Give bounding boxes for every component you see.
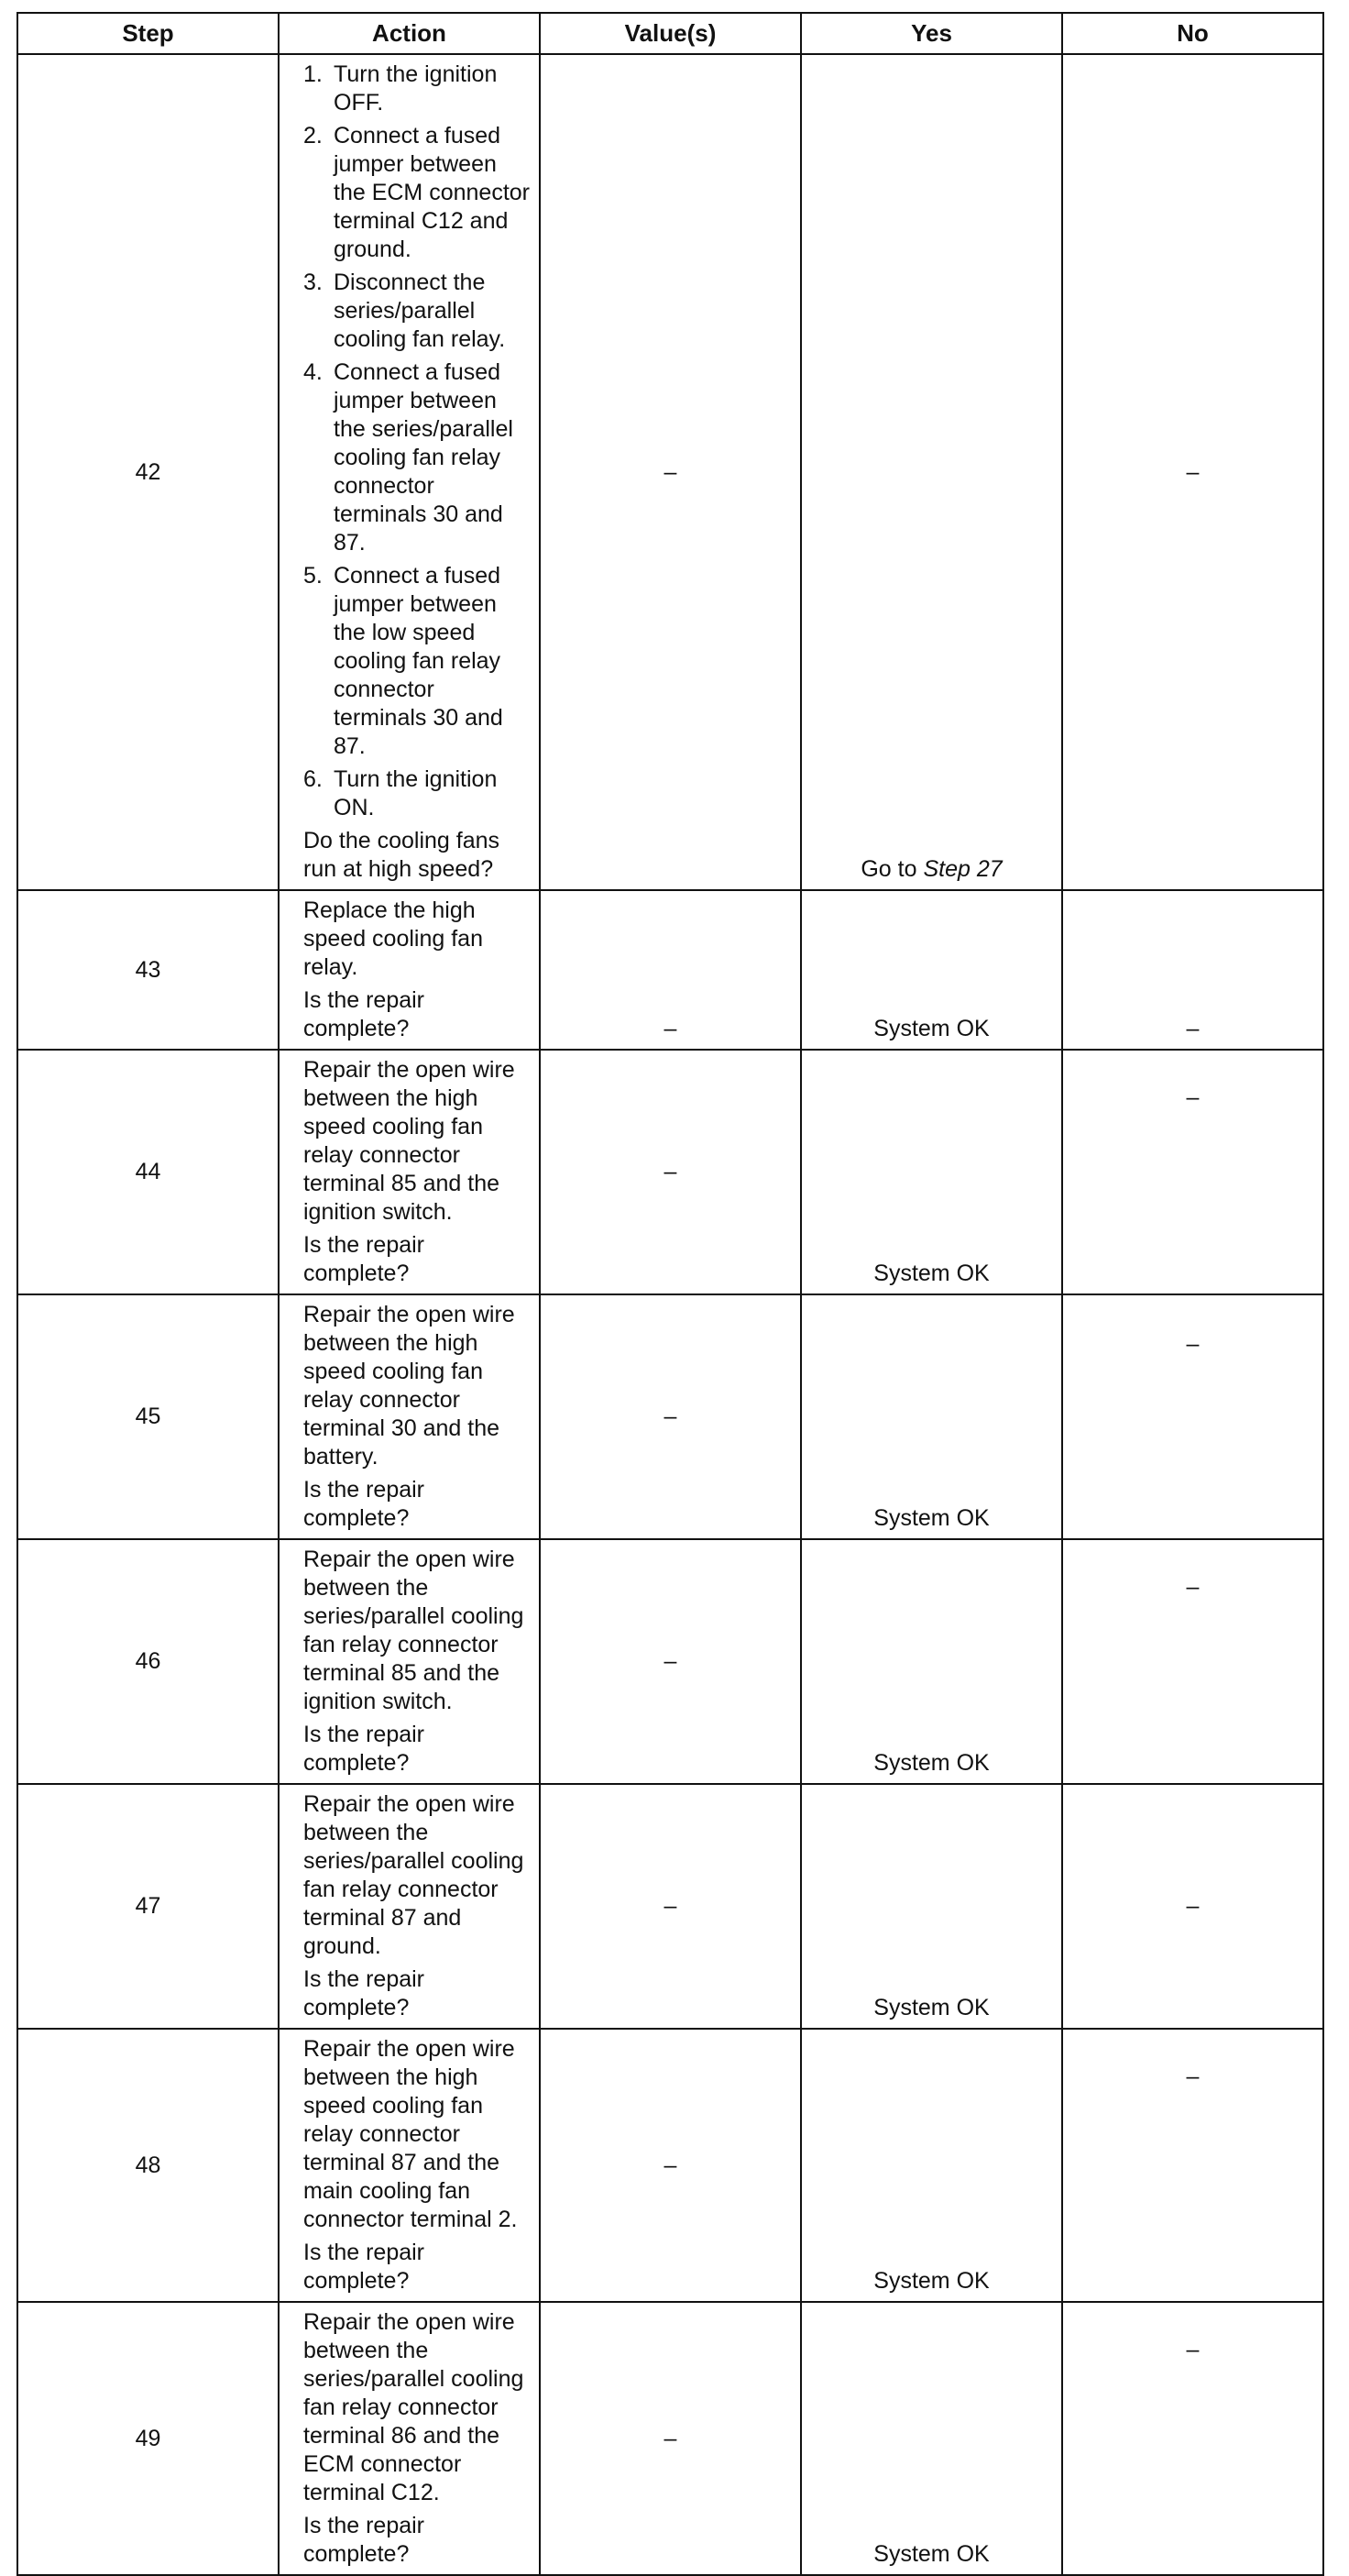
action-cell (279, 1784, 540, 2029)
step-number: 44 (17, 1050, 279, 1294)
question-text: Is the repair complete? (303, 1966, 425, 2020)
value-cell: – (540, 1539, 801, 1784)
action-text: Repair the open wire between the series/parallel cooling fan relay connector terminal 85 and the ignition switch. (303, 1547, 524, 1714)
yes-cell: System OK (801, 2302, 1062, 2575)
action-text: Repair the open wire between the series/parallel cooling fan relay connector terminal 86 and the ECM connector terminal C12. (303, 2309, 524, 2505)
table-row (17, 890, 1323, 1050)
action-cell (279, 2029, 540, 2302)
diagnostic-table (16, 12, 1324, 2576)
yes-cell (801, 54, 1062, 890)
action-text: Replace the high speed cooling fan relay. (303, 897, 483, 980)
list-item: 4. Connect a fused jumper between the series/parallel cooling fan relay connector terminals 30 and 87. (303, 359, 513, 556)
no-cell: – (1062, 1294, 1323, 1539)
no-cell: – (1062, 1784, 1323, 2029)
value-cell: – (540, 1050, 801, 1294)
table-row (17, 1050, 1323, 1294)
no-cell: – (1062, 890, 1323, 1050)
step-number: 42 (17, 54, 279, 890)
list-item: 2. Connect a fused jumper between the ECM connector terminal C12 and ground. (303, 123, 530, 262)
question-text: Is the repair complete? (303, 1477, 425, 1531)
step-number: 43 (17, 890, 279, 1050)
header-values: Value(s) (540, 13, 801, 54)
action-cell (279, 1539, 540, 1784)
question-text: Is the repair complete? (303, 2513, 425, 2567)
table-row (17, 2029, 1323, 2302)
question-text: Is the repair complete? (303, 987, 425, 1041)
value-cell: – (540, 1294, 801, 1539)
question-text: Is the repair complete? (303, 2240, 425, 2294)
table-row (17, 1294, 1323, 1539)
table-row (17, 1539, 1323, 1784)
action-cell (279, 54, 540, 890)
action-text: Repair the open wire between the high speed cooling fan relay connector terminal 87 and the main cooling fan connector terminal 2. (303, 2036, 518, 2232)
value-cell: – (540, 2029, 801, 2302)
yes-cell: System OK (801, 1784, 1062, 2029)
header-step: Step (17, 13, 279, 54)
no-cell: – (1062, 1539, 1323, 1784)
list-item: 1. Turn the ignition OFF. (303, 61, 498, 116)
question-text: Is the repair complete? (303, 1722, 425, 1776)
action-cell (279, 1294, 540, 1539)
step-number: 46 (17, 1539, 279, 1784)
action-text: Repair the open wire between the high speed cooling fan relay connector terminal 30 and the battery. (303, 1302, 515, 1470)
no-cell: – (1062, 2029, 1323, 2302)
list-item: 5. Connect a fused jumper between the low speed cooling fan relay connector terminals 30 and 87. (303, 563, 503, 759)
no-cell: – (1062, 1050, 1323, 1294)
header-action: Action (279, 13, 540, 54)
value-cell: – (540, 2302, 801, 2575)
yes-prefix: Go to (861, 856, 917, 882)
table-row (17, 54, 1323, 890)
action-cell (279, 1050, 540, 1294)
header-yes: Yes (801, 13, 1062, 54)
question-text: Do the cooling fans run at high speed? (303, 828, 500, 882)
step-reference-link[interactable]: Step 27 (923, 856, 1003, 882)
table-row (17, 1784, 1323, 2029)
yes-cell: System OK (801, 2029, 1062, 2302)
step-number: 45 (17, 1294, 279, 1539)
action-cell (279, 890, 540, 1050)
value-cell: – (540, 890, 801, 1050)
value-cell: – (540, 1784, 801, 2029)
header-no: No (1062, 13, 1323, 54)
no-cell: – (1062, 54, 1323, 890)
value-cell: – (540, 54, 801, 890)
action-text: Repair the open wire between the series/parallel cooling fan relay connector terminal 87 and ground. (303, 1791, 524, 1959)
table-row (17, 2302, 1323, 2575)
question-text: Is the repair complete? (303, 1232, 425, 1286)
no-cell: – (1062, 2302, 1323, 2575)
step-number: 49 (17, 2302, 279, 2575)
yes-cell: System OK (801, 1050, 1062, 1294)
action-cell (279, 2302, 540, 2575)
yes-cell: System OK (801, 1294, 1062, 1539)
list-item: 3. Disconnect the series/parallel cooling fan relay. (303, 270, 506, 352)
yes-cell: System OK (801, 1539, 1062, 1784)
yes-cell: System OK (801, 890, 1062, 1050)
header-row (17, 13, 1323, 54)
action-text: Repair the open wire between the high speed cooling fan relay connector terminal 85 and the ignition switch. (303, 1057, 515, 1225)
step-number: 48 (17, 2029, 279, 2302)
step-number: 47 (17, 1784, 279, 2029)
list-item: 6. Turn the ignition ON. (303, 766, 498, 820)
